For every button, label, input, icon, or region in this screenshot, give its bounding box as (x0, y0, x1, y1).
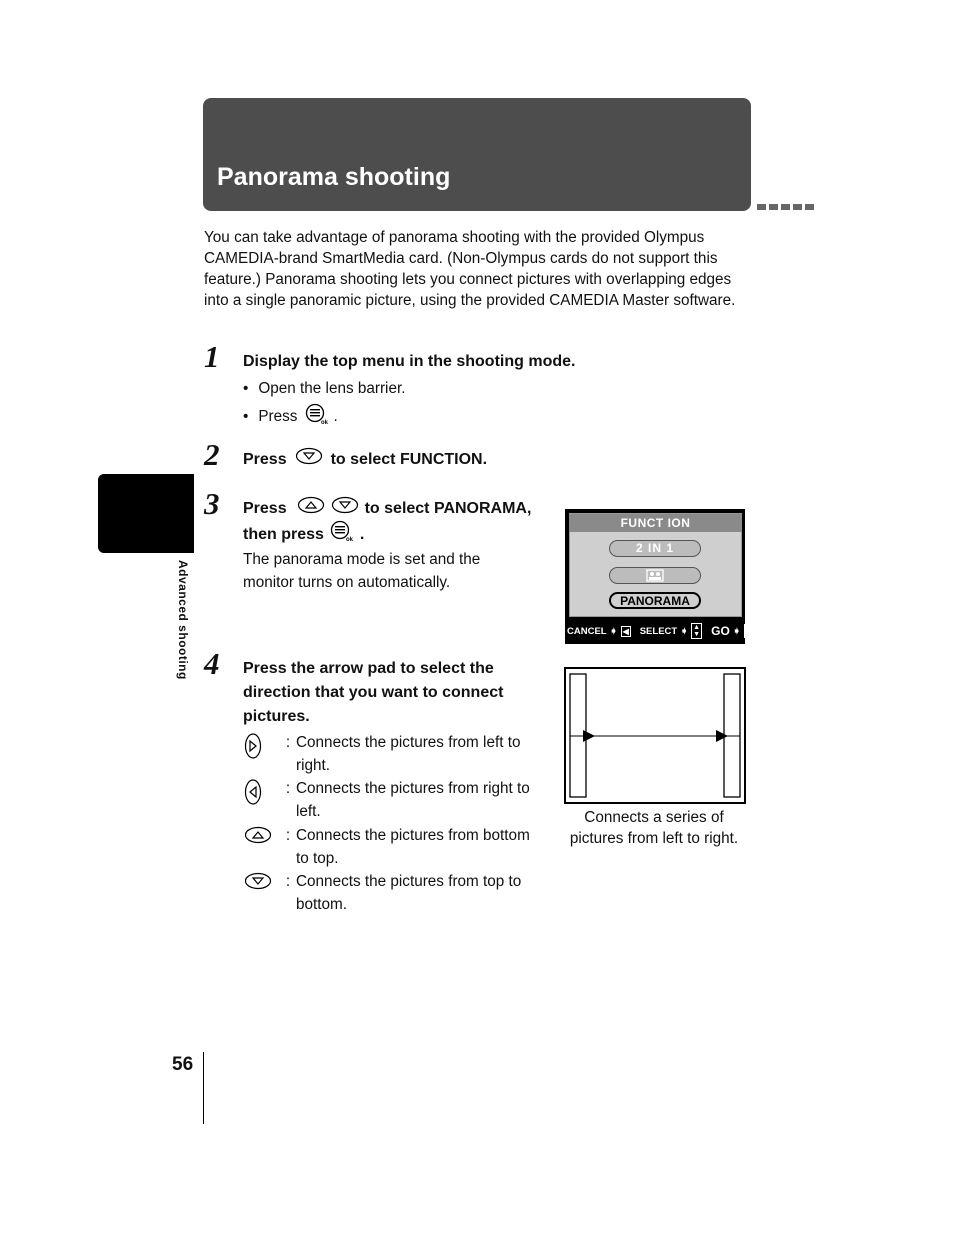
page-number-rule (203, 1052, 204, 1124)
step-3-heading-line1: Press to select PANORAMA, (243, 496, 531, 522)
direction-colon: : (285, 734, 291, 751)
step-1-heading: Display the top menu in the shooting mode. (243, 353, 576, 370)
page-title: Panorama shooting (217, 163, 451, 191)
arrow-right-small-icon: ➧ (732, 625, 741, 637)
chapter-label: Advanced shooting (176, 560, 190, 680)
svg-text:ok: ok (321, 420, 329, 425)
direction-text: Connects the pictures from bottom to top. (296, 827, 530, 867)
menu-ok-button-icon (330, 520, 354, 550)
select-label: SELECT (639, 625, 678, 637)
step-1-bullet-2: • Press ok . (243, 403, 338, 430)
step-2-number: 2 (204, 437, 220, 472)
direction-row-right (244, 731, 546, 777)
go-label: GO (711, 624, 730, 638)
direction-colon: : (285, 873, 291, 890)
cancel-label: CANCEL (567, 625, 607, 637)
page-number: 56 (172, 1054, 194, 1075)
direction-colon: : (285, 827, 291, 844)
arrow-down-icon (295, 447, 323, 473)
direction-colon: : (285, 780, 291, 797)
menu-option-2in1[interactable]: 2 IN 1 (609, 540, 701, 557)
arrow-down-icon (244, 870, 280, 916)
left-key-icon: ◀ (622, 626, 629, 636)
function-menu-footer (567, 622, 765, 640)
step-3-body: The panorama mode is set and the monitor turns on automatically. (243, 551, 481, 591)
direction-row-down (244, 870, 546, 916)
step-1-number: 1 (204, 339, 220, 374)
picture-frame-icon (646, 568, 664, 582)
arrow-down-icon (331, 496, 359, 522)
chapter-tab (98, 474, 194, 553)
intro-paragraph: You can take advantage of panorama shooting with the provided Olympus CAMEDIA-brand SmartMedia card. (Non-Olympus cards do not support this feature.) Panorama shooting lets you connect pictures with overlapping edges into a single panoramic picture, using the provided CAMEDIA Master software. (204, 229, 736, 309)
arrow-right-icon (244, 731, 280, 777)
arrow-up-icon (297, 496, 325, 522)
panorama-guide-diagram (564, 667, 746, 804)
menu-option-panorama[interactable]: PANORAMA (609, 592, 701, 609)
menu-option-picture[interactable] (609, 567, 701, 584)
step-3-number: 3 (204, 486, 220, 521)
arrow-right-small-icon: ➧ (680, 625, 689, 637)
direction-text: Connects the pictures from right to left. (296, 780, 530, 820)
step-2-heading: Press to select FUNCTION. (243, 447, 487, 473)
direction-row-up (244, 824, 546, 870)
direction-row-left (244, 777, 546, 823)
header-dots (757, 204, 814, 210)
header-banner (203, 98, 751, 211)
arrow-right-small-icon: ➧ (609, 625, 618, 637)
arrow-up-icon (244, 824, 280, 870)
step-1-bullet-1: • Open the lens barrier. (243, 380, 405, 398)
step-3-heading-line2: then press ok . (243, 520, 364, 550)
menu-ok-button-icon (305, 403, 329, 430)
function-menu-title: FUNCT ION (569, 514, 742, 532)
arrow-left-icon (244, 777, 280, 823)
svg-text:ok: ok (345, 537, 353, 542)
step-4-heading: Press the arrow pad to select the direction that you want to connect pictures. (243, 660, 504, 725)
up-down-key-icon: ▲ ▼ (693, 624, 701, 638)
direction-text: Connects the pictures from left to right. (296, 734, 521, 774)
direction-text: Connects the pictures from top to bottom. (296, 873, 522, 913)
step-4-number: 4 (204, 646, 220, 681)
ok-key: OK (744, 624, 769, 638)
diagram-caption: Connects a series of pictures from left to right. (569, 809, 739, 847)
